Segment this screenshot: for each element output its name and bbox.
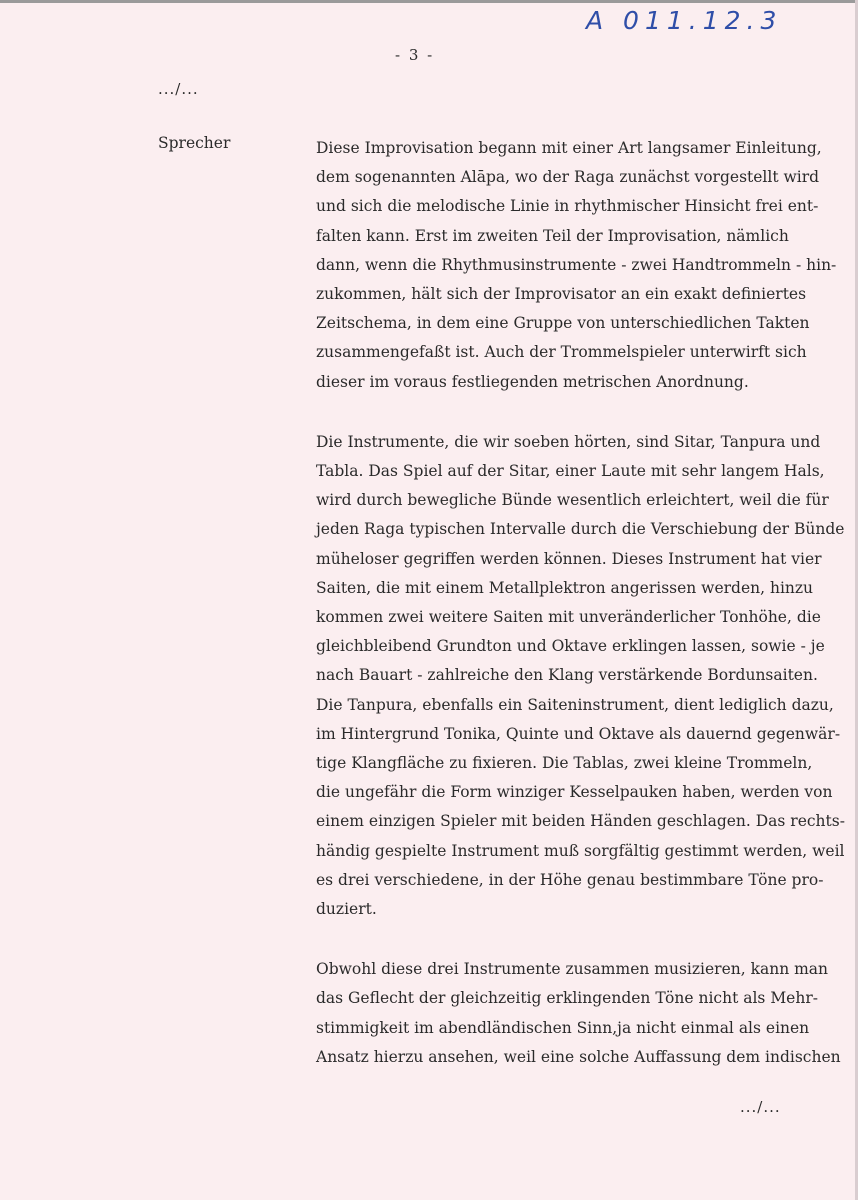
text-line: die ungefähr die Form winziger Kesselpauken haben, werden von <box>316 783 833 802</box>
text-line: Die Instrumente, die wir soeben hörten, sind Sitar, Tanpura und <box>316 432 821 451</box>
text-line: einem einzigen Spieler mit beiden Händen geschlagen. Das rechts- <box>316 812 845 831</box>
text-line: Obwohl diese drei Instrumente zusammen musizieren, kann man <box>316 960 829 979</box>
text-line: zusammengefaßt ist. Auch der Trommelspieler unterwirft sich <box>316 343 807 362</box>
text-line: Zeitschema, in dem eine Gruppe von unterschiedlichen Takten <box>316 314 810 333</box>
text-line: dann, wenn die Rhythmusinstrumente - zwei Handtrommeln - hin- <box>316 255 837 274</box>
text-line: duziert. <box>316 900 377 919</box>
text-line: Saiten, die mit einem Metallplektron angerissen werden, hinzu <box>316 578 814 597</box>
text-line: Die Tanpura, ebenfalls ein Saiteninstrument, dient lediglich dazu, <box>316 695 834 714</box>
text-line: händig gespielte Instrument muß sorgfältig gestimmt werden, weil <box>316 841 845 860</box>
text-line: tige Klangfläche zu fixieren. Die Tablas, zwei kleine Trommeln, <box>316 754 813 773</box>
text-line: nach Bauart - zahlreiche den Klang verstärkende Bordunsaiten. <box>316 666 818 685</box>
scan-top-edge <box>0 0 858 3</box>
text-line: gleichbleibend Grundton und Oktave erklingen lassen, sowie - je <box>316 637 825 656</box>
text-line: stimmigkeit im abendländischen Sinn,ja nicht einmal als einen <box>316 1018 810 1037</box>
text-line: kommen zwei weitere Saiten mit unveränderlicher Tonhöhe, die <box>316 608 821 627</box>
body-text <box>316 134 845 1072</box>
text-line: müheloser gegriffen werden können. Dieses Instrument hat vier <box>316 549 822 568</box>
text-line: zukommen, hält sich der Improvisator an ein exakt definiertes <box>316 285 807 304</box>
text-line: wird durch bewegliche Bünde wesentlich erleichtert, weil die für <box>316 491 829 510</box>
speaker-label: Sprecher <box>158 134 231 152</box>
text-line: dem sogenannten Alāpa, wo der Raga zunächst vorgestellt wird <box>316 168 820 187</box>
text-line: jeden Raga typischen Intervalle durch die Verschiebung der Bünde <box>316 520 845 539</box>
paragraph-2 <box>316 428 845 924</box>
paragraph-1 <box>316 134 841 397</box>
text-line: es drei verschiedene, in der Höhe genau bestimmbare Töne pro- <box>316 870 824 889</box>
text-line: dieser im voraus festliegenden metrischen Anordnung. <box>316 372 749 391</box>
text-line: Tabla. Das Spiel auf der Sitar, einer Laute mit sehr langem Hals, <box>316 462 825 481</box>
paragraph-3 <box>316 955 841 1072</box>
continuation-marker-bottom: .../... <box>740 1098 781 1116</box>
text-line: das Geflecht der gleichzeitig erklingenden Töne nicht als Mehr- <box>316 989 818 1008</box>
text-line: Diese Improvisation begann mit einer Art langsamer Einleitung, <box>316 139 822 157</box>
text-line: und sich die melodische Linie in rhythmischer Hinsicht frei ent- <box>316 197 819 216</box>
archive-number: A 011.12.3 <box>586 6 783 35</box>
continuation-marker-top: .../... <box>158 80 199 98</box>
text-line: falten kann. Erst im zweiten Teil der Improvisation, nämlich <box>316 226 789 245</box>
page-number: - 3 - <box>395 46 435 64</box>
text-line: im Hintergrund Tonika, Quinte und Oktave als dauernd gegenwär- <box>316 724 841 743</box>
text-line: Ansatz hierzu ansehen, weil eine solche Auffassung dem indischen <box>316 1047 841 1066</box>
